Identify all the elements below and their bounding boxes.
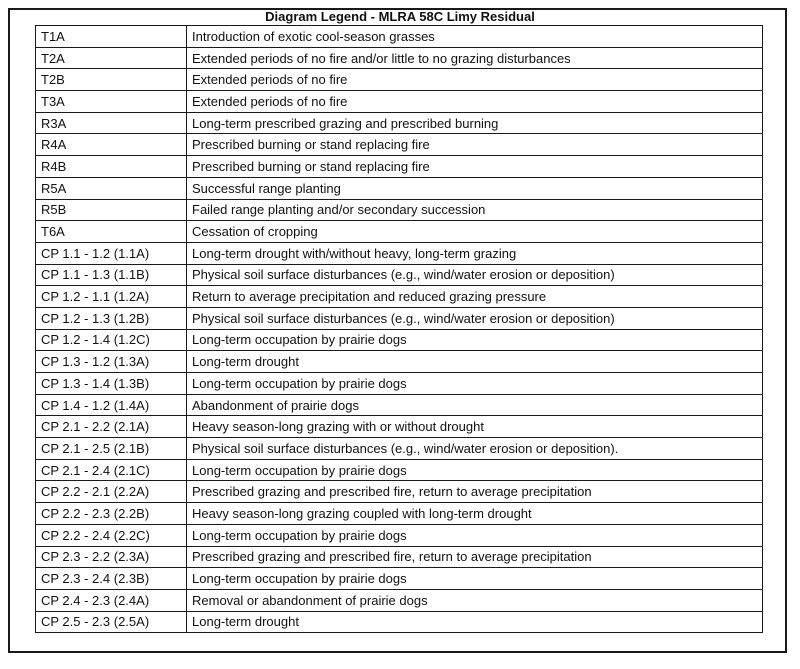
legend-description-cell: Successful range planting [187,177,763,199]
legend-description-cell: Prescribed grazing and prescribed fire, return to average precipitation [187,481,763,503]
table-row [36,177,763,199]
legend-description-cell: Physical soil surface disturbances (e.g., wind/water erosion or deposition) [187,264,763,286]
legend-description-cell: Abandonment of prairie dogs [187,394,763,416]
legend-code-cell: T2B [36,69,187,91]
legend-code-cell: R4A [36,134,187,156]
legend-description-cell: Long-term occupation by prairie dogs [187,459,763,481]
table-row [36,481,763,503]
table-row [36,307,763,329]
legend-description-cell: Heavy season-long grazing coupled with long-term drought [187,503,763,525]
legend-description-cell: Long-term occupation by prairie dogs [187,568,763,590]
table-row [36,112,763,134]
legend-description-cell: Introduction of exotic cool-season grasses [187,26,763,48]
table-row [36,611,763,633]
legend-code-cell: CP 2.4 - 2.3 (2.4A) [36,589,187,611]
legend-description-cell: Physical soil surface disturbances (e.g., wind/water erosion or deposition) [187,307,763,329]
table-row [36,438,763,460]
table-row [36,26,763,48]
table-row [36,69,763,91]
legend-description-cell: Heavy season-long grazing with or without drought [187,416,763,438]
table-row [36,242,763,264]
table-row [36,156,763,178]
legend-code-cell: T3A [36,91,187,113]
legend-code-cell: CP 2.1 - 2.5 (2.1B) [36,438,187,460]
legend-table [35,25,763,633]
legend-code-cell: CP 1.4 - 1.2 (1.4A) [36,394,187,416]
table-row [36,221,763,243]
table-row [36,351,763,373]
table-row [36,264,763,286]
page-title: Diagram Legend - MLRA 58C Limy Residual [265,9,535,24]
legend-code-cell: CP 1.2 - 1.4 (1.2C) [36,329,187,351]
table-row [36,47,763,69]
legend-description-cell: Long-term occupation by prairie dogs [187,329,763,351]
legend-code-cell: CP 1.2 - 1.3 (1.2B) [36,307,187,329]
legend-table-body [36,26,763,633]
legend-code-cell: CP 2.3 - 2.4 (2.3B) [36,568,187,590]
table-row [36,546,763,568]
table-row [36,394,763,416]
legend-code-cell: CP 1.2 - 1.1 (1.2A) [36,286,187,308]
legend-description-cell: Long-term drought [187,351,763,373]
legend-code-cell: CP 2.1 - 2.4 (2.1C) [36,459,187,481]
legend-code-cell: R3A [36,112,187,134]
legend-description-cell: Prescribed burning or stand replacing fire [187,134,763,156]
legend-description-cell: Physical soil surface disturbances (e.g., wind/water erosion or deposition). [187,438,763,460]
table-row [36,199,763,221]
legend-description-cell: Long-term occupation by prairie dogs [187,524,763,546]
legend-code-cell: CP 2.3 - 2.2 (2.3A) [36,546,187,568]
legend-code-cell: CP 1.1 - 1.2 (1.1A) [36,242,187,264]
legend-description-cell: Long-term prescribed grazing and prescribed burning [187,112,763,134]
legend-code-cell: T1A [36,26,187,48]
legend-description-cell: Failed range planting and/or secondary succession [187,199,763,221]
table-row [36,503,763,525]
legend-description-cell: Long-term drought with/without heavy, long-term grazing [187,242,763,264]
legend-description-cell: Extended periods of no fire [187,69,763,91]
table-row [36,524,763,546]
legend-code-cell: CP 1.3 - 1.4 (1.3B) [36,373,187,395]
table-row [36,416,763,438]
legend-code-cell: R4B [36,156,187,178]
legend-code-cell: CP 1.3 - 1.2 (1.3A) [36,351,187,373]
table-row [36,91,763,113]
legend-description-cell: Prescribed grazing and prescribed fire, return to average precipitation [187,546,763,568]
legend-code-cell: CP 2.2 - 2.3 (2.2B) [36,503,187,525]
legend-description-cell: Long-term drought [187,611,763,633]
table-row [36,329,763,351]
legend-description-cell: Long-term occupation by prairie dogs [187,373,763,395]
legend-code-cell: R5B [36,199,187,221]
table-row [36,589,763,611]
legend-description-cell: Extended periods of no fire and/or little to no grazing disturbances [187,47,763,69]
table-row [36,286,763,308]
legend-description-cell: Prescribed burning or stand replacing fire [187,156,763,178]
legend-code-cell: CP 2.1 - 2.2 (2.1A) [36,416,187,438]
legend-code-cell: CP 2.2 - 2.1 (2.2A) [36,481,187,503]
table-row [36,568,763,590]
legend-description-cell: Extended periods of no fire [187,91,763,113]
legend-code-cell: T2A [36,47,187,69]
legend-code-cell: CP 2.5 - 2.3 (2.5A) [36,611,187,633]
table-row [36,459,763,481]
legend-description-cell: Removal or abandonment of prairie dogs [187,589,763,611]
legend-description-cell: Cessation of cropping [187,221,763,243]
legend-code-cell: CP 2.2 - 2.4 (2.2C) [36,524,187,546]
legend-code-cell: R5A [36,177,187,199]
legend-code-cell: T6A [36,221,187,243]
table-row [36,134,763,156]
legend-code-cell: CP 1.1 - 1.3 (1.1B) [36,264,187,286]
legend-description-cell: Return to average precipitation and reduced grazing pressure [187,286,763,308]
table-row [36,373,763,395]
